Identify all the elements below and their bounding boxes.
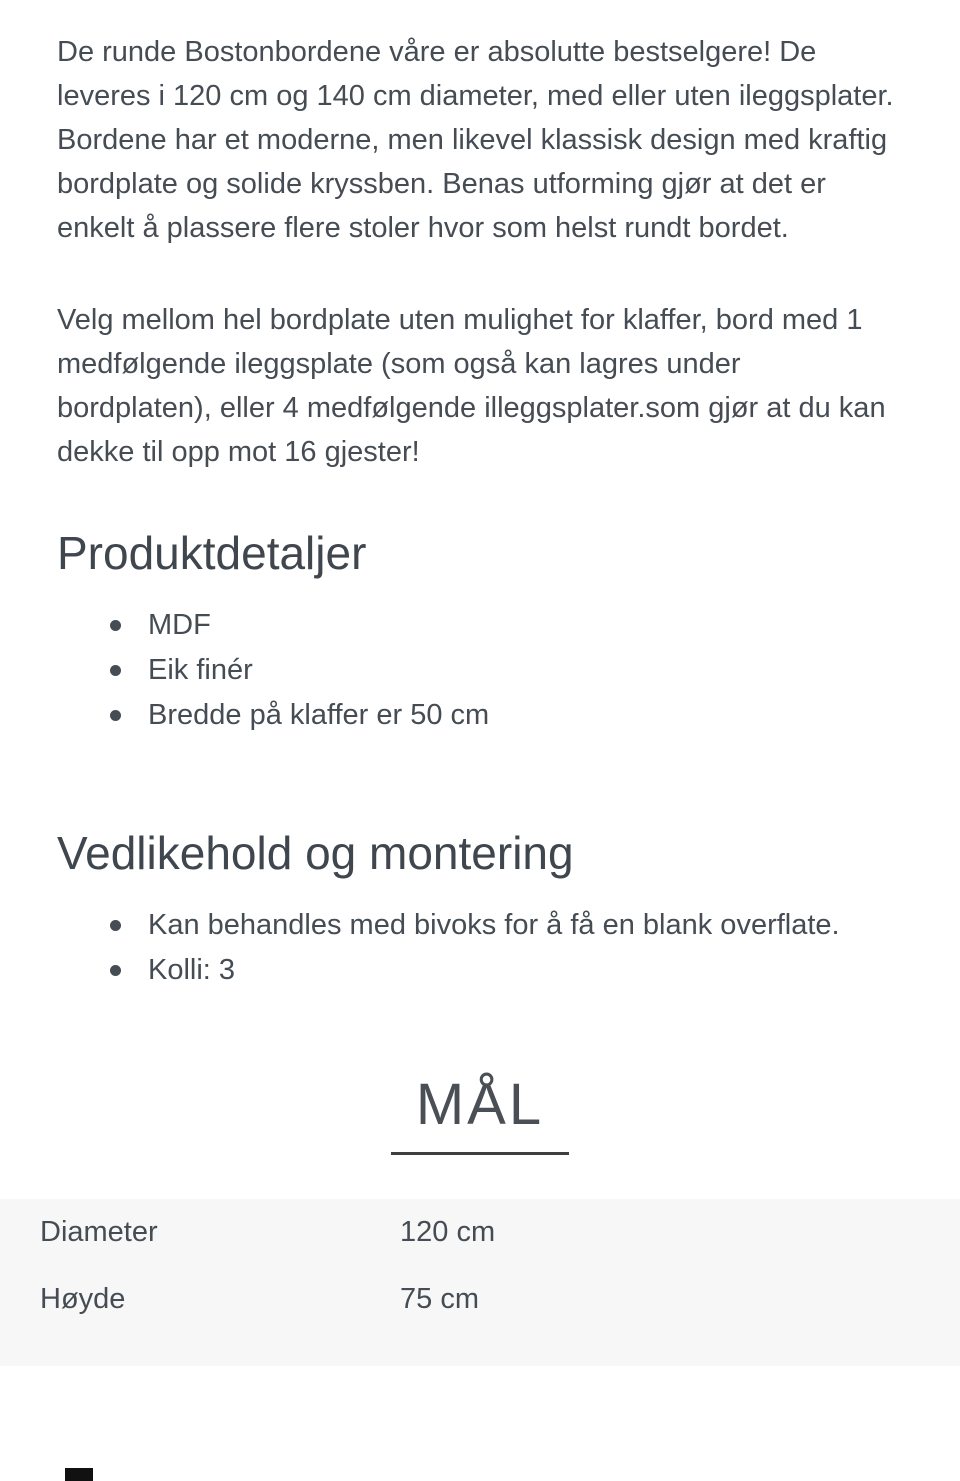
product-details-heading: Produktdetaljer <box>57 527 367 579</box>
list-item: Kolli: 3 <box>148 948 890 993</box>
dimension-label: Høyde <box>40 1283 126 1315</box>
intro-paragraph-1: De runde Bostonbordene våre er absolutte bestselgere! De leveres i 120 cm og 140 cm diameter, med eller uten ileggsplater. Bordene har et moderne, men likevel klassisk design med kraftig bordplate og solide kryssben. Benas utforming gjør at det er enkelt å plassere flere stoler hvor som helst rundt bordet. <box>57 36 894 244</box>
dimensions-heading: MÅL <box>415 1072 545 1137</box>
intro-paragraph-2: Velg mellom hel bordplate uten mulighet for klaffer, bord med 1 medfølgende ileggsplate (som også kan lagres under bordplaten), eller 4 medfølgende illeggsplater.som gjør at du kan dekke til opp mot 16 gjester! <box>57 304 886 468</box>
maintenance-heading: Vedlikehold og montering <box>57 827 574 879</box>
list-item: Bredde på klaffer er 50 cm <box>148 693 890 738</box>
dimensions-table <box>0 1199 960 1366</box>
table-row <box>0 1199 960 1266</box>
table-row <box>0 1266 960 1333</box>
list-item: MDF <box>148 603 890 648</box>
dimension-value: 120 cm <box>400 1216 496 1248</box>
dimension-label: Diameter <box>40 1216 158 1248</box>
dimension-value: 75 cm <box>400 1283 479 1315</box>
list-item: Eik finér <box>148 648 890 693</box>
product-details-list <box>0 603 960 738</box>
cropped-bottom-element <box>65 1468 93 1481</box>
dimensions-heading-underline <box>391 1152 569 1155</box>
maintenance-list <box>0 903 960 993</box>
dimensions-heading-wrap <box>0 1071 960 1155</box>
list-item: Kan behandles med bivoks for å få en blank overflate. <box>148 903 890 948</box>
